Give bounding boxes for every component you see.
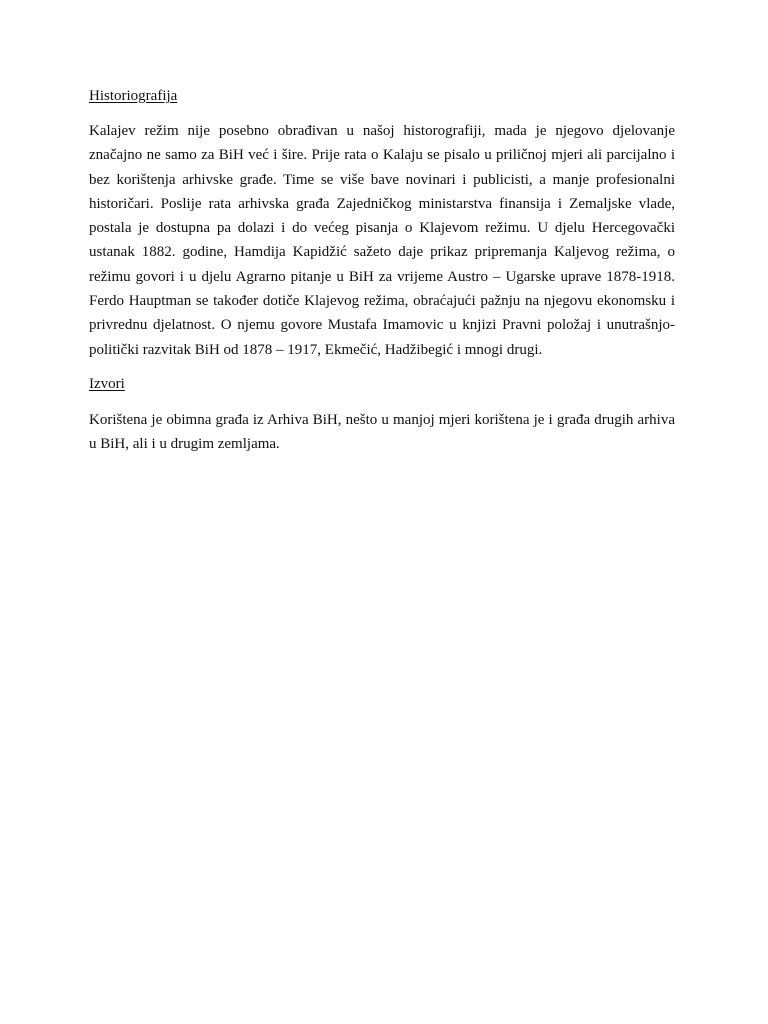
document-page [89,84,675,457]
section-heading-izvori: Izvori [89,375,125,392]
section-heading-historiografija: Historiografija [89,88,178,104]
section-paragraph-historiografija: Kalajev režim nije posebno obrađivan u našoj historografiji, mada je njegovo djelovanje značajno ne samo za BiH već i šire. Prije rata o Kalaju se pisalo u priličnoj mjeri ali parcijalno i bez korištenja arhivske građe. Time se više bave novinari i publicisti, a manje profesionalni historičari. Poslije rata arhivska građa Zajedničkog ministarstva finansija i Zemaljske vlade, postala je dostupna pa dolazi i do većeg pisanja o Klajevom režimu. U djelu Hercegovački ustanak 1882. godine, Hamdija Kapidžić sažeto daje prikaz pripremanja Kaljevog režima, o režimu govori i u djelu Agrarno pitanje u BiH za vrijeme Austro – Ugarske uprave 1878-1918. Ferdo Hauptman se također dotiče Klajevog režima, obraćajući pažnju na njegovu ekonomsku i privrednu djelatnost. O njemu govore Mustafa Imamovic u knjizi Pravni položaj i unutrašnjo-politički razvitak BiH od 1878 – 1917, Ekmečić, Hadžibegić i mnogi drugi. [89,123,675,358]
section-paragraph-izvori: Korištena je obimna građa iz Arhiva BiH, nešto u manjoj mjeri korištena je i građa drugih arhiva u BiH, ali i u drugim zemljama. [89,411,675,453]
